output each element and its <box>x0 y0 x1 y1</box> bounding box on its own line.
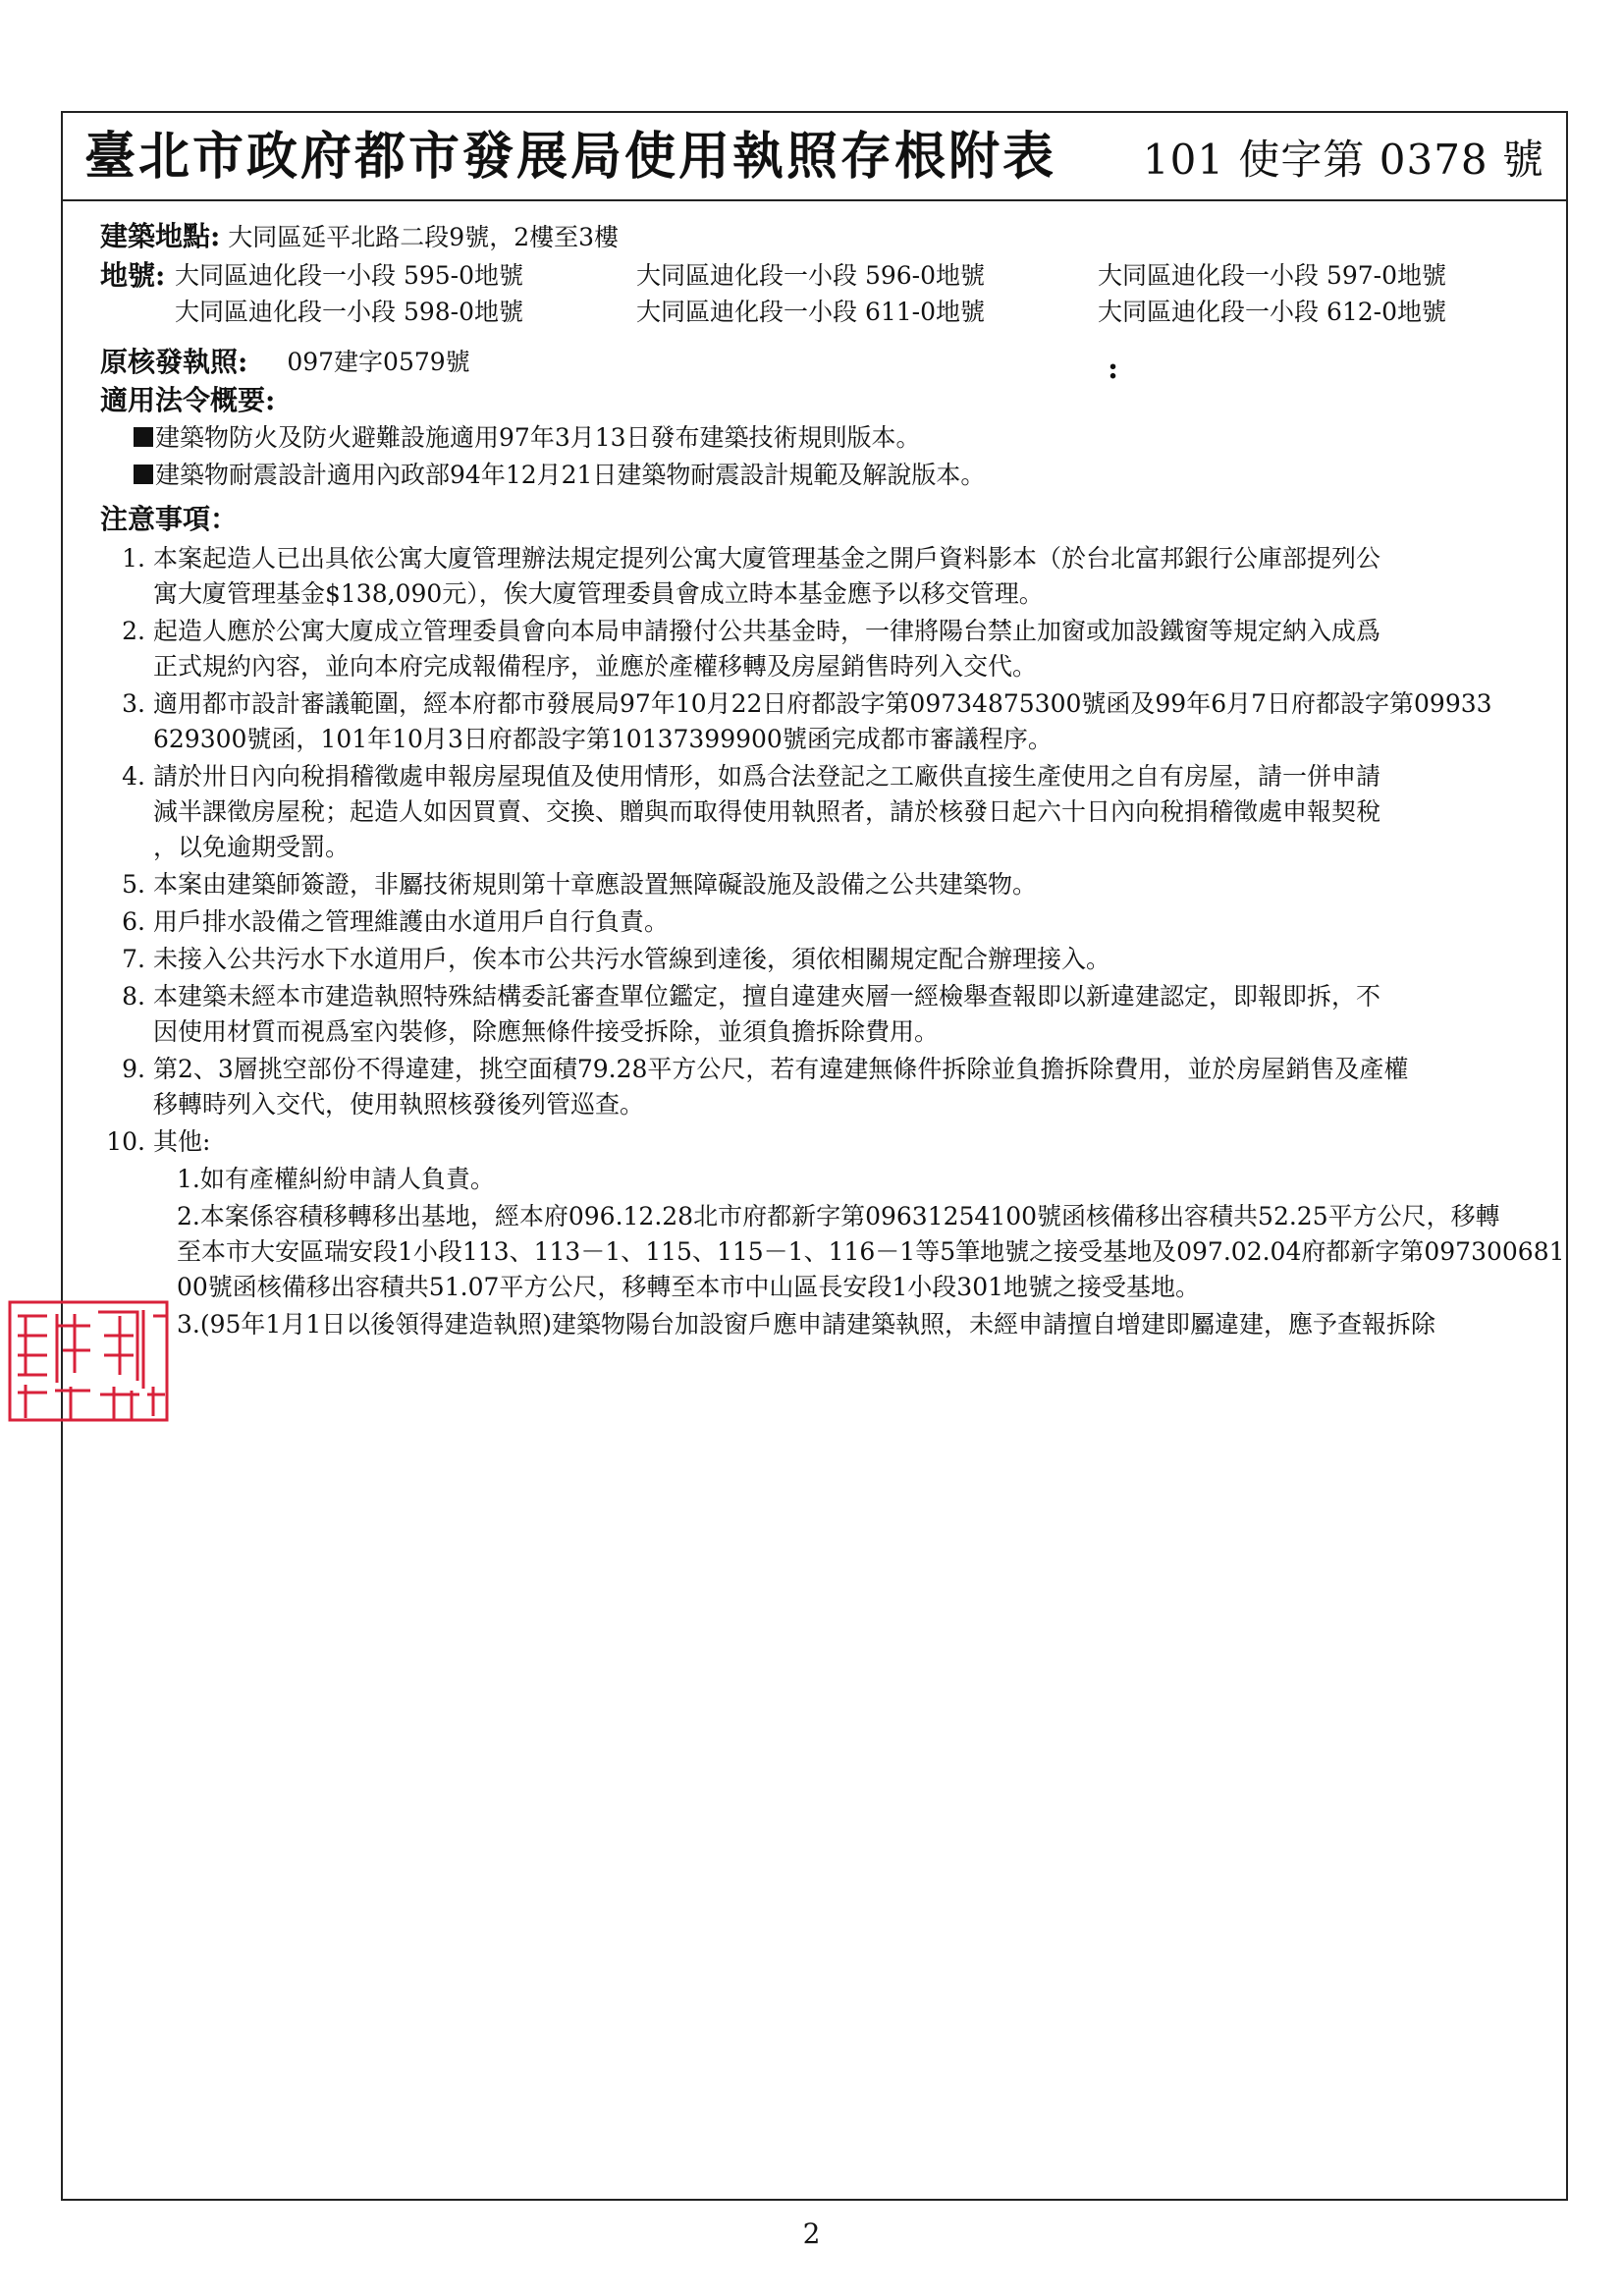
note-number: 10. <box>106 1127 145 1156</box>
note-number: 6. <box>122 907 145 936</box>
note-text <box>153 614 1584 684</box>
note-item <box>100 867 1584 902</box>
note-text <box>153 686 1584 757</box>
note-number: 4. <box>122 762 145 791</box>
note-text <box>153 759 1584 865</box>
other-line: 1.如有產權糾紛申請人負責。 <box>177 1165 495 1193</box>
other-item <box>100 1162 1584 1197</box>
lot-item: 大同區迪化段一小段 611-0地號 <box>636 298 986 326</box>
law-item <box>100 457 1584 494</box>
note-text <box>153 904 1584 940</box>
note-item <box>100 904 1584 940</box>
note-number: 3. <box>122 689 145 718</box>
note-line: 本案起造人已出具依公寓大廈管理辦法規定提列公寓大廈管理基金之開戶資料影本（於台北富邦銀行公庫部提列公 <box>153 544 1381 573</box>
note-line: 移轉時列入交代，使用執照核發後列管巡查。 <box>153 1090 645 1119</box>
note-line: ，以免逾期受罰。 <box>153 833 351 861</box>
note-number: 7. <box>122 945 145 973</box>
lots-label: 地號: <box>100 259 166 292</box>
lot-numbers <box>100 257 1584 330</box>
note-line: 因使用材質而視爲室內裝修，除應無條件接受拆除，並須負擔拆除費用。 <box>153 1017 940 1046</box>
notes-list <box>100 541 1584 1160</box>
law-item-text: 建築物防火及防火避難設施適用97年3月13日發布建築技術規則版本。 <box>155 423 921 452</box>
lot-item: 大同區迪化段一小段 595-0地號 <box>175 261 524 290</box>
note-item <box>100 541 1584 612</box>
square-bullet-icon <box>134 427 153 447</box>
note-line: 請於卅日內向稅捐稽徵處申報房屋現值及使用情形，如爲合法登記之工廠供直接生產使用之自有房屋，請一併申請 <box>153 762 1381 791</box>
original-license-value: 097建字0579號 <box>287 348 470 376</box>
note-item <box>100 979 1584 1050</box>
note-item <box>100 686 1584 757</box>
note-text <box>153 541 1584 612</box>
other-line: 至本市大安區瑞安段1小段113、113－1、115、115－1、116－1等5筆地號之接受基地及097.02.04府都新字第097300681 <box>177 1237 1565 1266</box>
other-item <box>100 1307 1584 1342</box>
notes-heading: 注意事項： <box>100 503 239 535</box>
address-label: 建築地點: <box>100 220 221 252</box>
laws-heading-text: 適用法令概要: <box>100 384 276 416</box>
red-seal-stamp <box>6 1296 173 1434</box>
applicable-laws <box>100 382 1584 494</box>
document-title: 臺北市政府都市發展局使用執照存根附表 <box>84 127 1057 187</box>
note-text <box>153 1052 1584 1122</box>
other-item <box>100 1199 1584 1305</box>
note-item <box>100 1052 1584 1122</box>
note-line: 629300號函，101年10月3日府都設字第10137399900號函完成都市審議程序。 <box>153 725 1053 753</box>
title-bar <box>63 113 1566 201</box>
other-line: 3.(95年1月1日以後領得建造執照)建築物陽台加設窗戶應申請建築執照，未經申請擅自增建即屬違建，應予查報拆除 <box>177 1310 1435 1339</box>
law-item-text: 建築物耐震設計適用內政部94年12月21日建築物耐震設計規範及解說版本。 <box>155 461 986 489</box>
address-row <box>100 218 1584 255</box>
stray-mark: : <box>1108 352 1119 386</box>
lot-item: 大同區迪化段一小段 612-0地號 <box>1098 298 1447 326</box>
original-license-label: 原核發執照: <box>100 346 248 378</box>
note-number: 2. <box>122 617 145 645</box>
note-line: 寓大廈管理基金$138,090元），俟大廈管理委員會成立時本基金應予以移交管理。 <box>153 579 1044 608</box>
note-line: 用戶排水設備之管理維護由水道用戶自行負責。 <box>153 907 670 936</box>
note-line: 第2、3層挑空部份不得違建，挑空面積79.28平方公尺，若有違建無條件拆除並負擔拆除費用，並於房屋銷售及產權 <box>153 1055 1409 1083</box>
note-line: 本建築未經本市建造執照特殊結構委託審查單位鑑定，擅自違建夾層一經檢舉查報即以新違建認定，即報即拆，不 <box>153 982 1381 1011</box>
note-number: 1. <box>122 544 145 573</box>
other-line: 2.本案係容積移轉移出基地，經本府096.12.28北市府都新字第09631254100號函核備移出容積共52.25平方公尺，移轉 <box>177 1202 1500 1230</box>
lot-item: 大同區迪化段一小段 598-0地號 <box>175 298 524 326</box>
note-text <box>153 942 1584 977</box>
note-text <box>153 867 1584 902</box>
note-line: 未接入公共污水下水道用戶，俟本市公共污水管線到達後，須依相關規定配合辦理接入。 <box>153 945 1111 973</box>
laws-heading <box>100 382 1584 419</box>
lot-item: 大同區迪化段一小段 596-0地號 <box>636 261 986 290</box>
note-line: 減半課徵房屋稅；起造人如因買賣、交換、贈與而取得使用執照者，請於核發日起六十日內向稅捐稽徵處申報契稅 <box>153 797 1381 826</box>
note-number: 9. <box>122 1055 145 1083</box>
square-bullet-icon <box>134 465 153 484</box>
others-list <box>100 1162 1584 1342</box>
page-number: 2 <box>802 2217 821 2250</box>
note-number: 8. <box>122 982 145 1011</box>
note-line: 本案由建築師簽證，非屬技術規則第十章應設置無障礙設施及設備之公共建築物。 <box>153 870 1038 899</box>
lot-item: 大同區迪化段一小段 597-0地號 <box>1098 261 1447 290</box>
note-line: 適用都市設計審議範圍，經本府都市發展局97年10月22日府都設字第09734875300號函及99年6月7日府都設字第09933 <box>153 689 1492 718</box>
note-item <box>100 1124 1584 1160</box>
law-item <box>100 419 1584 457</box>
note-item <box>100 942 1584 977</box>
document-body <box>100 218 1584 1342</box>
original-license-row <box>100 344 1584 380</box>
other-line: 00號函核備移出容積共51.07平方公尺，移轉至本市中山區長安段1小段301地號之接受基地。 <box>177 1273 1201 1301</box>
address-value: 大同區延平北路二段9號，2樓至3樓 <box>228 223 620 251</box>
note-text <box>153 1124 1584 1160</box>
note-item <box>100 759 1584 865</box>
note-item <box>100 614 1584 684</box>
note-line: 正式規約內容，並向本府完成報備程序，並應於產權移轉及房屋銷售時列入交代。 <box>153 652 1038 681</box>
note-line: 其他: <box>153 1127 211 1156</box>
document-number: 101 使字第 0378 號 <box>1142 136 1544 184</box>
note-text <box>153 979 1584 1050</box>
note-number: 5. <box>122 870 145 899</box>
note-line: 起造人應於公寓大廈成立管理委員會向本局申請撥付公共基金時，一律將陽台禁止加窗或加設鐵窗等規定納入成爲 <box>153 617 1381 645</box>
